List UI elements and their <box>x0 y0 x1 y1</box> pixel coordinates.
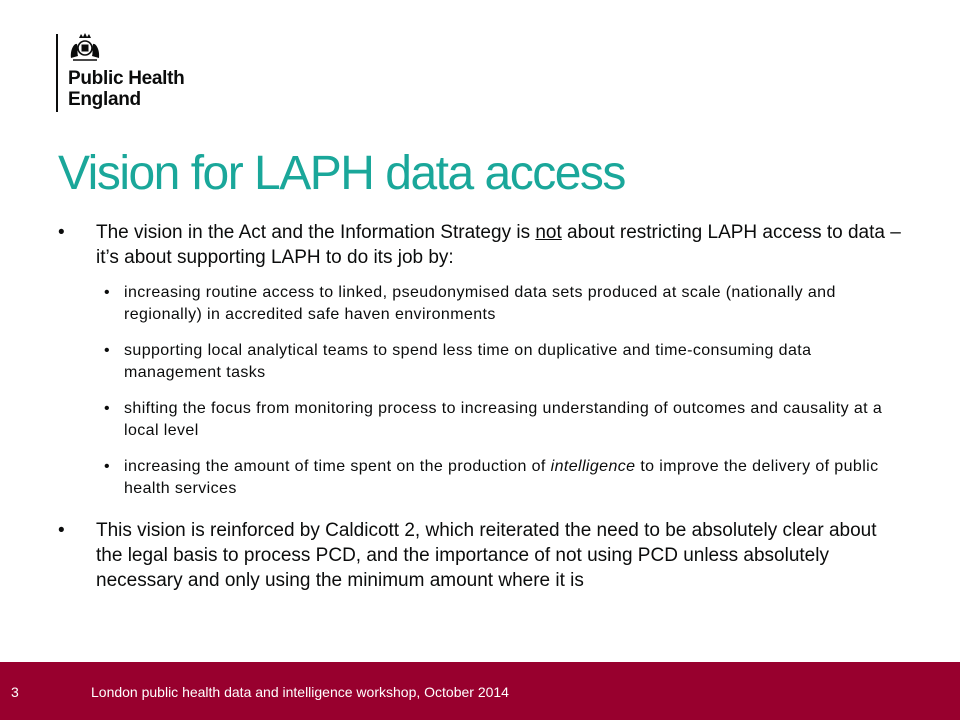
slide-number: 3 <box>11 684 19 700</box>
sub-bullet-text: supporting local analytical teams to spend less time on duplicative and time-consuming data management tasks <box>124 342 812 381</box>
bullet-text-part: The vision in the Act and the Information Strategy is <box>96 222 536 243</box>
logo-line-2: England <box>68 89 141 110</box>
underlined-word: not <box>535 222 562 243</box>
slide-title: Vision for LAPH data access <box>58 147 625 200</box>
sub-bullet-item <box>58 398 908 442</box>
bullet-glyph: • <box>104 400 111 417</box>
sub-bullet-item <box>58 282 908 326</box>
bullet-text: This vision is reinforced by Caldicott 2, which reiterated the need to be absolutely clear about the legal basis to process PCD, and the importance of not using PCD unless absolutely necessary and only using the minimum amount where it is <box>96 520 877 591</box>
logo-wordmark <box>68 68 184 110</box>
phe-logo <box>56 32 216 118</box>
slide-body <box>58 220 908 605</box>
footer-bar <box>0 662 960 720</box>
bullet-glyph: • <box>104 342 111 359</box>
logo-divider <box>56 34 58 112</box>
bullet-glyph: • <box>58 520 65 541</box>
bullet-item <box>58 518 908 593</box>
italic-word: intelligence <box>550 458 636 475</box>
footer-text: London public health data and intelligence workshop, October 2014 <box>91 684 509 700</box>
sub-bullet-text-part: increasing the amount of time spent on the production of <box>124 458 551 475</box>
bullet-item <box>58 220 908 270</box>
bullet-glyph: • <box>58 222 65 243</box>
bullet-glyph: • <box>104 284 111 301</box>
royal-crest-icon <box>68 32 102 62</box>
sub-bullet-list <box>58 282 908 500</box>
sub-bullet-text: increasing routine access to linked, pseudonymised data sets produced at scale (nationally and regionally) in accredited safe haven environments <box>124 284 836 323</box>
bullet-text-part: about restricting LAPH access to data – it’s about supporting LAPH to do its job by: <box>96 222 901 268</box>
logo-line-1: Public Health <box>68 68 185 89</box>
sub-bullet-item <box>58 340 908 384</box>
sub-bullet-item <box>58 456 908 500</box>
sub-bullet-text-part: to improve the delivery of public health services <box>124 458 879 497</box>
sub-bullet-text: shifting the focus from monitoring process to increasing understanding of outcomes and causality at a local level <box>124 400 883 439</box>
bullet-glyph: • <box>104 458 111 475</box>
